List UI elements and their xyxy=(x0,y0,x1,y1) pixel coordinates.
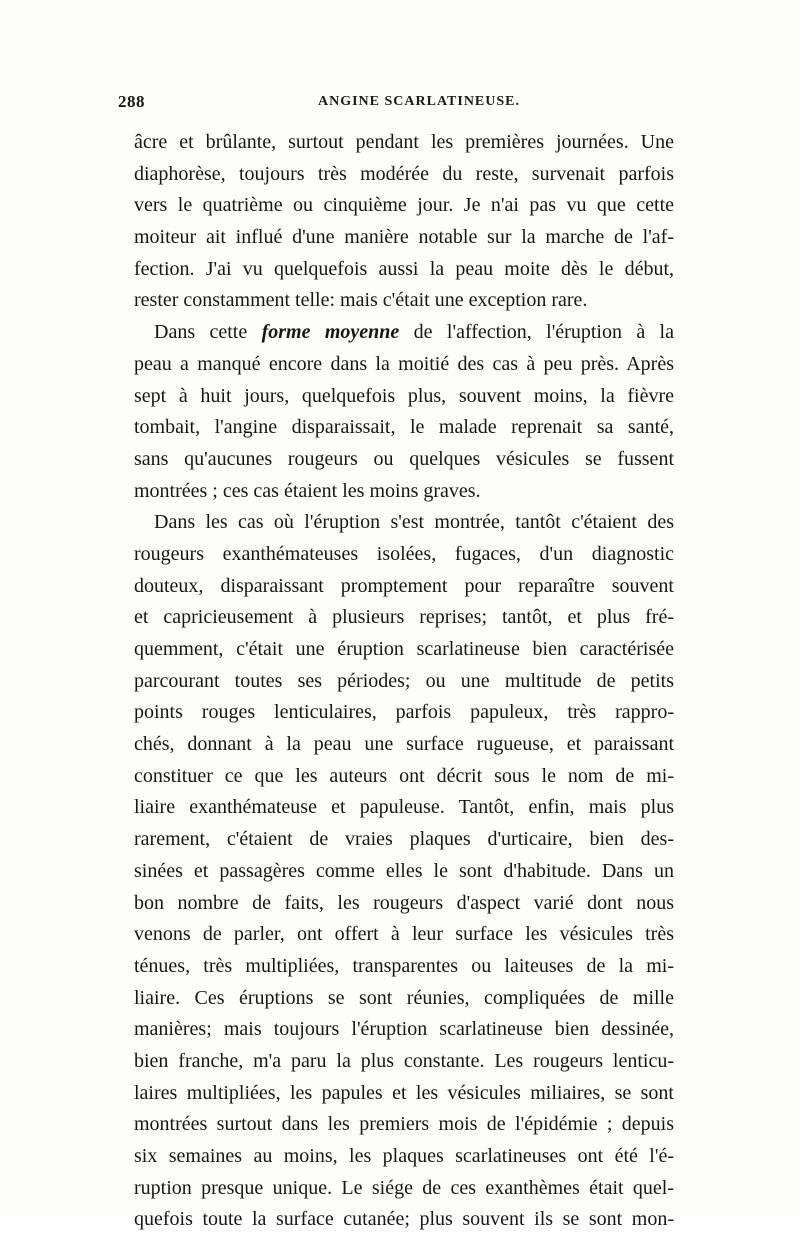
text-line: douteux, disparaissant promptement pour reparaître souvent xyxy=(134,574,674,597)
text-line: liaire. Ces éruptions se sont réunies, compliquées de mille xyxy=(134,986,674,1009)
text-line: et capricieusement à plusieurs reprises; tantôt, et plus fré- xyxy=(134,606,674,629)
text-line-with-emphasis xyxy=(134,317,674,349)
text-line: laires multipliées, les papules et les vésicules miliaires, se sont xyxy=(134,1081,674,1104)
text-line: fection. J'ai vu quelquefois aussi la peau moite dès le début, xyxy=(134,257,674,280)
text-line: Dans les cas où l'éruption s'est montrée, tantôt c'étaient des xyxy=(154,511,674,534)
text-line: montrées ; ces cas étaient les moins graves. xyxy=(134,479,481,502)
text-line: ruption presque unique. Le siége de ces exanthèmes était quel- xyxy=(134,1176,674,1199)
text-line: ténues, très multipliées, transparentes ou laiteuses de la mi- xyxy=(134,954,674,977)
text-line: constituer ce que les auteurs ont décrit sous le nom de mi- xyxy=(134,764,674,787)
text-line: rougeurs exanthémateuses isolées, fugaces, d'un diagnostic xyxy=(134,542,674,565)
text-line: venons de parler, ont offert à leur surface les vésicules très xyxy=(134,923,674,946)
text-line: parcourant toutes ses périodes; ou une multitude de petits xyxy=(134,669,674,692)
italic-phrase: forme moyenne xyxy=(261,321,400,344)
text-line: rarement, c'étaient de vraies plaques d'urticaire, bien des- xyxy=(134,828,674,851)
text-fragment: Dans cette xyxy=(154,321,248,344)
text-line: bien franche, m'a paru la plus constante. Les rougeurs lenticu- xyxy=(134,1049,674,1072)
text-line: montrées surtout dans les premiers mois de l'épidémie ; depuis xyxy=(134,1113,674,1136)
text-line: peau a manqué encore dans la moitié des cas à peu près. Après xyxy=(134,352,674,375)
text-line: sinées et passagères comme elles le sont d'habitude. Dans un xyxy=(134,859,674,882)
page-header xyxy=(118,92,674,116)
text-line: chés, donnant à la peau une surface rugueuse, et paraissant xyxy=(134,733,674,756)
text-line: moiteur ait influé d'une manière notable sur la marche de l'af- xyxy=(134,226,674,249)
text-line: diaphorèse, toujours très modérée du reste, survenait parfois xyxy=(134,162,674,185)
text-line: liaire exanthémateuse et papuleuse. Tantôt, enfin, mais plus xyxy=(134,796,674,819)
text-line: âcre et brûlante, surtout pendant les premières journées. Une xyxy=(134,131,674,153)
running-title: ANGINE SCARLATINEUSE. xyxy=(318,94,521,109)
text-line: quemment, c'était une éruption scarlatineuse bien caractérisée xyxy=(134,638,674,660)
page-number: 288 xyxy=(118,92,145,111)
text-line: sans qu'aucunes rougeurs ou quelques vésicules se fussent xyxy=(134,447,674,470)
text-line: sept à huit jours, quelquefois plus, souvent moins, la fièvre xyxy=(134,384,674,407)
text-line: six semaines au moins, les plaques scarlatineuses ont été l'é- xyxy=(134,1145,674,1167)
text-line: vers le quatrième ou cinquième jour. Je n'ai pas vu que cette xyxy=(134,194,674,217)
text-line: tombait, l'angine disparaissait, le malade reprenait sa santé, xyxy=(134,416,674,439)
text-line: manières; mais toujours l'éruption scarlatineuse bien dessinée, xyxy=(134,1018,674,1041)
text-line: bon nombre de faits, les rougeurs d'aspect varié dont nous xyxy=(134,891,674,914)
text-line: rester constamment telle: mais c'était une exception rare. xyxy=(134,289,588,312)
text-line: quefois toute la surface cutanée; plus souvent ils se sont mon- xyxy=(134,1208,674,1231)
text-line: points rouges lenticulaires, parfois papuleux, très rappro- xyxy=(134,701,674,724)
text-fragment: de l'affection, l'éruption à la xyxy=(413,321,674,344)
body-text xyxy=(134,127,674,1236)
